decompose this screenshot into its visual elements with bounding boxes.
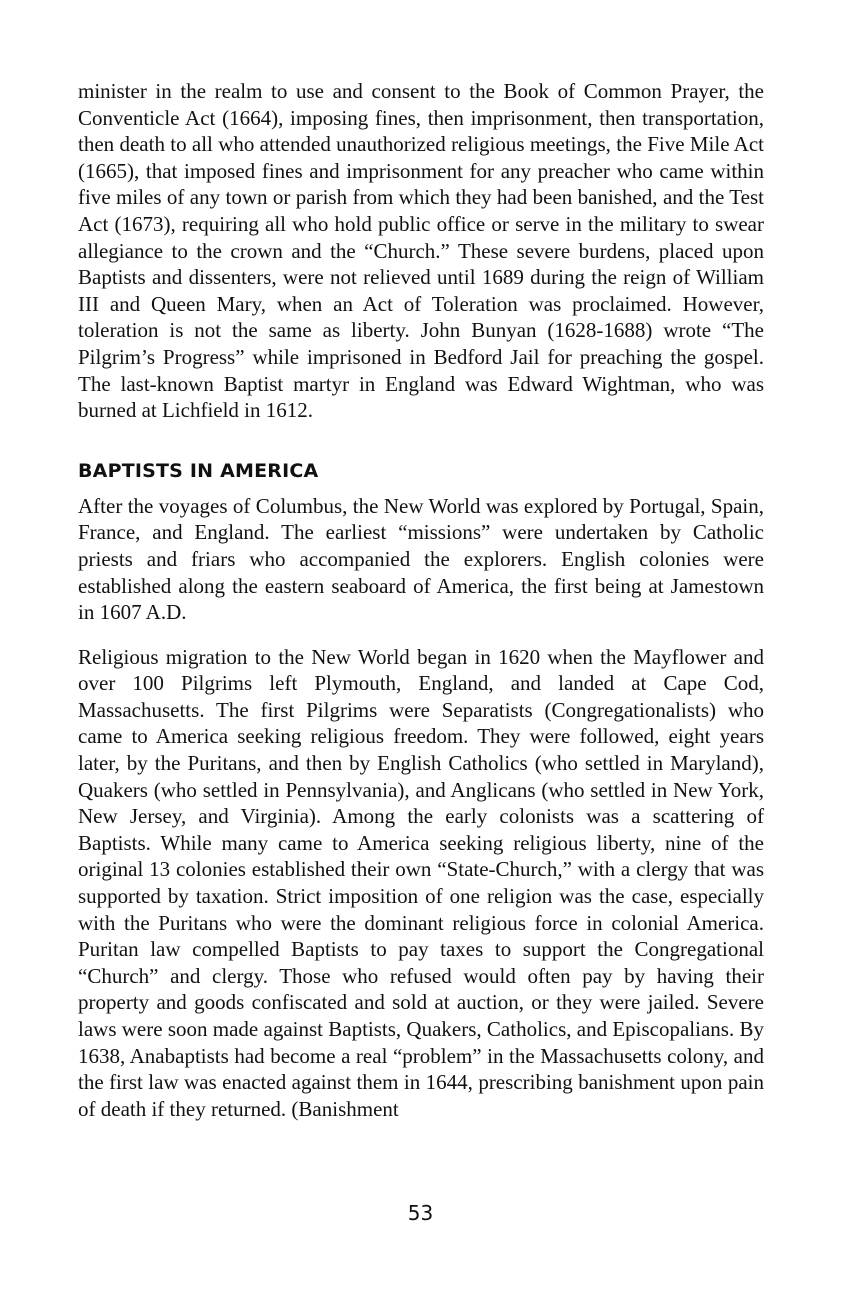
section-heading: BAPTISTS IN AMERICA: [78, 459, 319, 482]
page-number: 53: [407, 1201, 434, 1225]
america-paragraph-2: Religious migration to the New World began in 1620 when the Mayflower and over 100 Pilgrims left Plymouth, England, and landed at Cape Cod, Massachusetts. The first Pilgrims were Separatists (Congregationalists) who came to America seeking religious freedom. They were followed, eight years later, by the Puritans, and then by English Catholics (who settled in Maryland), Quakers (who settled in Pennsylvania), and Anglicans (who settled in New York, New Jersey, and Virginia). Among the early colonists was a scattering of Baptists. While many came to America seeking religious liberty, nine of the original 13 colonies established their own “State-Church,” with a clergy that was supported by taxation. Strict imposition of one religion was the case, especially with the Puritans who were the dominant religious force in colonial America. Puritan law compelled Baptists to pay taxes to support the Congregational “Church” and clergy. Those who refused would often pay by having their property and goods confiscated and sold at auction, or they were jailed. Severe laws were soon made against Baptists, Quakers, Catholics, and Episcopalians. By 1638, Anabaptists had become a real “problem” in the Massachusetts colony, and the first law was enacted against them in 1644, prescribing banishment upon pain of death if they returned. (Banishment: [78, 644, 764, 1121]
page-body: [78, 78, 764, 1122]
america-paragraph-1: After the voyages of Columbus, the New World was explored by Portugal, Spain, France, and England. The earliest “missions” were undertaken by Catholic priests and friars who accompanied the explorers. English colonies were established along the eastern seaboard of America, the first being at Jamestown in 1607 A.D.: [78, 493, 764, 625]
intro-paragraph: minister in the realm to use and consent to the Book of Common Prayer, the Conventicle Act (1664), imposing fines, then imprisonment, then transportation, then death to all who attended unauthorized religious meetings, the Five Mile Act (1665), that imposed fines and imprisonment for any preacher who came within five miles of any town or parish from which they had been banished, and the Test Act (1673), requiring all who hold public office or serve in the military to swear allegiance to the crown and the “Church.” These severe burdens, placed upon Baptists and dissenters, were not relieved until 1689 during the reign of William III and Queen Mary, when an Act of Toleration was proclaimed. However, toleration is not the same as liberty. John Bunyan (1628-1688) wrote “The Pilgrim’s Progress” while imprisoned in Bedford Jail for preaching the gospel. The last-known Baptist martyr in England was Edward Wightman, who was burned at Lichfield in 1612.: [78, 79, 764, 423]
